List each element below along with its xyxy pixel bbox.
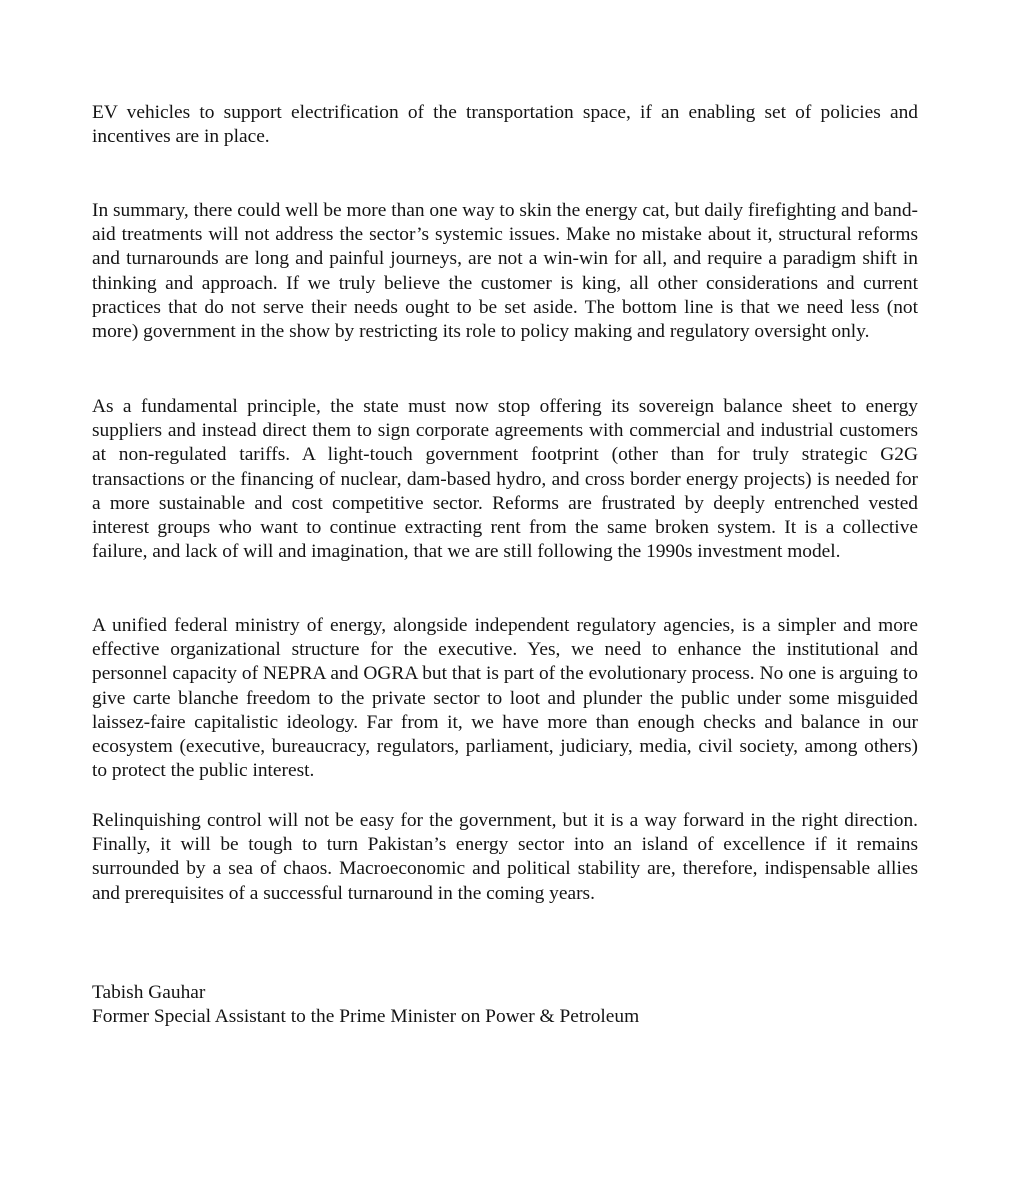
paragraph-ev-vehicles: EV vehicles to support electrification of the transportation space, if an enabling set of policies and incentives are in place. xyxy=(92,102,918,148)
paragraph-fundamental-principle: As a fundamental principle, the state must now stop offering its sovereign balance sheet to energy suppliers and instead direct them to sign corporate agreements with commercial and industrial customers at non-regulated tariffs. A light-touch government footprint (other than for truly strategic G2G transactions or the financing of nuclear, dam-based hydro, and cross border energy projects) is needed for a more sustainable and cost competitive sector. Reforms are frustrated by deeply entrenched vested interest groups who want to continue extracting rent from the same broken system. It is a collective failure, and lack of will and imagination, that we are still following the 1990s investment model. xyxy=(92,396,918,563)
paragraph-unified-ministry: A unified federal ministry of energy, alongside independent regulatory agencies, is a simpler and more effective organizational structure for the executive. Yes, we need to enhance the institutional and personnel capacity of NEPRA and OGRA but that is part of the evolutionary process. No one is arguing to give carte blanche freedom to the private sector to loot and plunder the public under some misguided laissez-faire capitalistic ideology. Far from it, we have more than enough checks and balance in our ecosystem (executive, bureaucracy, regulators, parliament, judiciary, media, civil society, among others) to protect the public interest. xyxy=(92,615,918,782)
signature-title: Former Special Assistant to the Prime Minister on Power & Petroleum xyxy=(92,1006,640,1028)
paragraph-summary: In summary, there could well be more than one way to skin the energy cat, but daily firefighting and band-aid treatments will not address the sector’s systemic issues. Make no mistake about it, structural reforms and turnarounds are long and painful journeys, are not a win-win for all, and require a paradigm shift in thinking and approach. If we truly believe the customer is king, all other considerations and current practices that do not serve their needs ought to be set aside. The bottom line is that we need less (not more) government in the show by restricting its role to policy making and regulatory oversight only. xyxy=(92,200,919,343)
signature-block xyxy=(92,981,639,1029)
signature-name: Tabish Gauhar xyxy=(92,982,206,1003)
paragraph-relinquishing-control: Relinquishing control will not be easy for the government, but it is a way forward in the right direction. Finally, it will be tough to turn Pakistan’s energy sector into an island of excellence if it remains surrounded by a sea of chaos. Macroeconomic and political stability are, therefore, indispensable allies and prerequisites of a successful turnaround in the coming years. xyxy=(92,810,918,904)
